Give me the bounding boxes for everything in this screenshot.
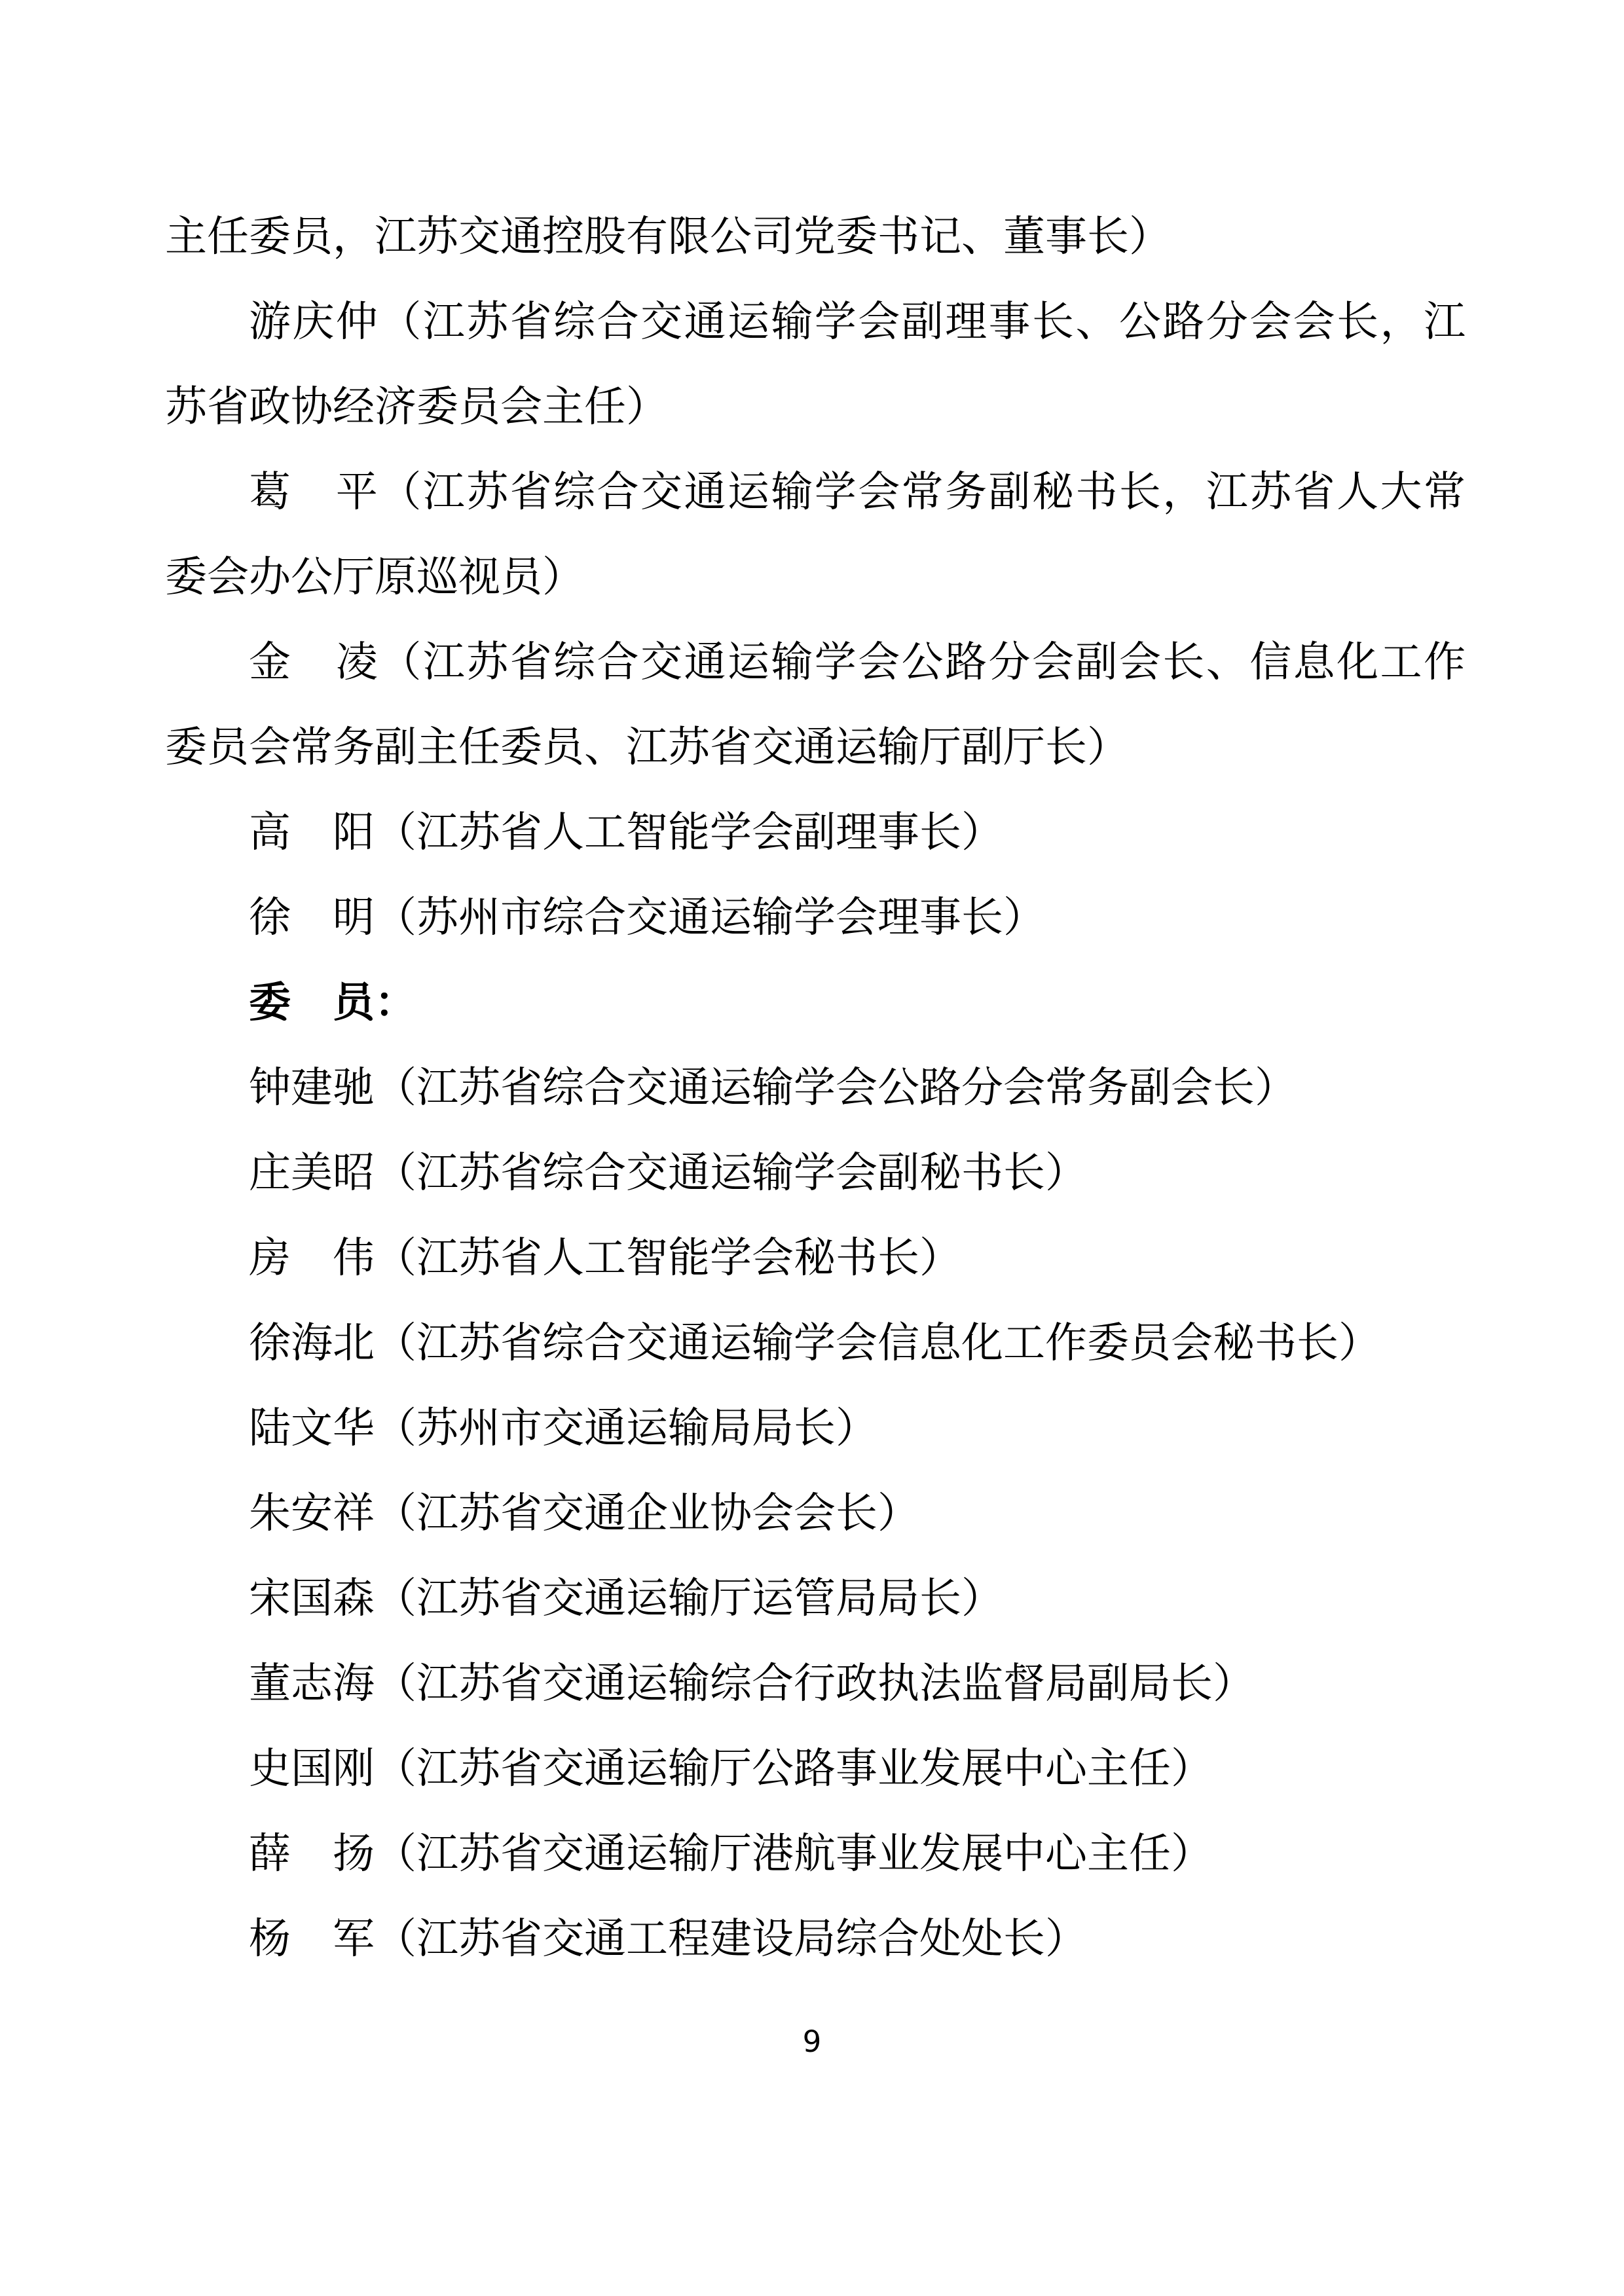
document-body <box>165 194 1466 1982</box>
document-line: 游庆仲（江苏省综合交通运输学会副理事长、公路分会会长，江 <box>249 299 1466 345</box>
document-line: 徐海北（江苏省综合交通运输学会信息化工作委员会秘书长） <box>249 1320 1380 1366</box>
document-line: 委员会常务副主任委员、江苏省交通运输厅副厅长） <box>165 724 1129 771</box>
document-line: 委会办公厅原巡视员） <box>165 554 584 600</box>
page-number: 9 <box>802 2024 822 2059</box>
document-line: 葛 平（江苏省综合交通运输学会常务副秘书长，江苏省人大常 <box>249 469 1466 515</box>
document-line: 委 员： <box>249 979 416 1026</box>
document-line: 徐 明（苏州市综合交通运输学会理事长） <box>249 894 1045 941</box>
document-line: 陆文华（苏州市交通运输局局长） <box>249 1405 877 1451</box>
document-line: 史国刚（江苏省交通运输厅公路事业发展中心主任） <box>249 1745 1213 1792</box>
document-line: 金 凌（江苏省综合交通运输学会公路分会副会长、信息化工作 <box>249 639 1466 685</box>
document-line: 主任委员，江苏交通控股有限公司党委书记、董事长） <box>165 213 1171 260</box>
document-line: 薛 扬（江苏省交通运输厅港航事业发展中心主任） <box>249 1831 1213 1877</box>
document-line: 宋国森（江苏省交通运输厅运管局局长） <box>249 1575 1003 1622</box>
document-line: 钟建驰（江苏省综合交通运输学会公路分会常务副会长） <box>249 1065 1297 1111</box>
document-line: 高 阳（江苏省人工智能学会副理事长） <box>249 809 1003 856</box>
document-line: 杨 军（江苏省交通工程建设局综合处处长） <box>249 1916 1087 1962</box>
document-line: 庄美昭（江苏省综合交通运输学会副秘书长） <box>249 1150 1087 1196</box>
document-line: 苏省政协经济委员会主任） <box>165 384 668 430</box>
document-line: 朱安祥（江苏省交通企业协会会长） <box>249 1490 919 1537</box>
document-line: 房 伟（江苏省人工智能学会秘书长） <box>249 1235 961 1281</box>
document-line: 董志海（江苏省交通运输综合行政执法监督局副局长） <box>249 1660 1255 1707</box>
